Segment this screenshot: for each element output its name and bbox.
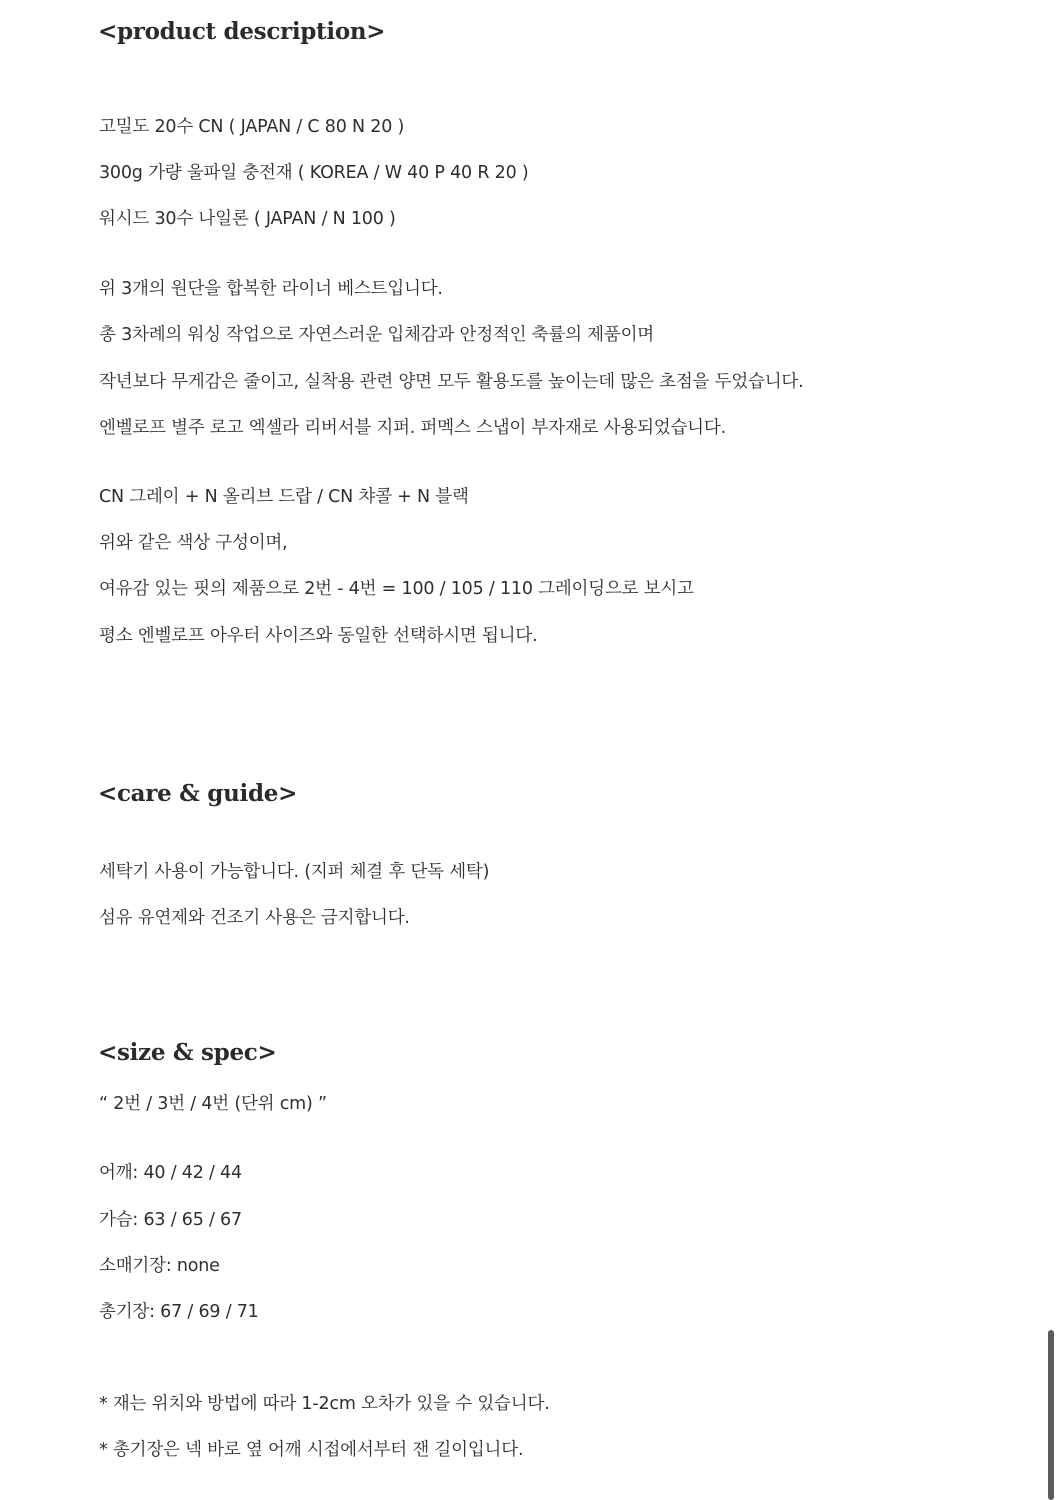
- care-guide-heading: <care & guide>: [98, 780, 298, 807]
- size-unit-note: “ 2번 / 3번 / 4번 (단위 cm) ”: [99, 1094, 327, 1114]
- detail-line: 총 3차례의 워싱 작업으로 자연스러운 입체감과 안정적인 축률의 제품이며: [99, 325, 654, 345]
- color-option-line: CN 그레이 + N 올리브 드랍 / CN 챠콜 + N 블랙: [99, 487, 469, 507]
- measurement-chest: 가슴: 63 / 65 / 67: [99, 1210, 242, 1230]
- detail-line: 엔벨로프 별주 로고 엑셀라 리버서블 지퍼. 퍼멕스 스냅이 부자재로 사용되었습니다.: [99, 418, 726, 438]
- measurement-shoulder: 어깨: 40 / 42 / 44: [99, 1163, 242, 1183]
- detail-line: 위 3개의 원단을 합복한 라이너 베스트입니다.: [99, 279, 443, 299]
- measurement-total-length: 총기장: 67 / 69 / 71: [99, 1302, 259, 1322]
- material-line: 고밀도 20수 CN ( JAPAN / C 80 N 20 ): [99, 117, 405, 137]
- fit-note-line: 여유감 있는 핏의 제품으로 2번 - 4번 = 100 / 105 / 110 그레이딩으로 보시고: [99, 579, 694, 599]
- care-line: 섬유 유연제와 건조기 사용은 금지합니다.: [99, 908, 410, 928]
- material-line: 워시드 30수 나일론 ( JAPAN / N 100 ): [99, 209, 396, 229]
- material-line: 300g 가량 울파일 충전재 ( KOREA / W 40 P 40 R 20 ): [99, 163, 529, 183]
- measurement-note: * 총기장은 넥 바로 옆 어깨 시접에서부터 잰 길이입니다.: [99, 1440, 524, 1460]
- fit-note-line: 평소 엔벨로프 아우터 사이즈와 동일한 선택하시면 됩니다.: [99, 626, 538, 646]
- product-description-heading: <product description>: [98, 18, 386, 45]
- color-note-line: 위와 같은 색상 구성이며,: [99, 533, 288, 553]
- measurement-sleeve: 소매기장: none: [99, 1256, 220, 1276]
- detail-line: 작년보다 무게감은 줄이고, 실착용 관련 양면 모두 활용도를 높이는데 많은 초점을 두었습니다.: [99, 372, 804, 392]
- size-spec-heading: <size & spec>: [98, 1039, 277, 1066]
- vertical-scrollbar[interactable]: [1048, 1330, 1054, 1500]
- measurement-note: * 재는 위치와 방법에 따라 1-2cm 오차가 있을 수 있습니다.: [99, 1394, 550, 1414]
- care-line: 세탁기 사용이 가능합니다. (지퍼 체결 후 단독 세탁): [99, 862, 490, 882]
